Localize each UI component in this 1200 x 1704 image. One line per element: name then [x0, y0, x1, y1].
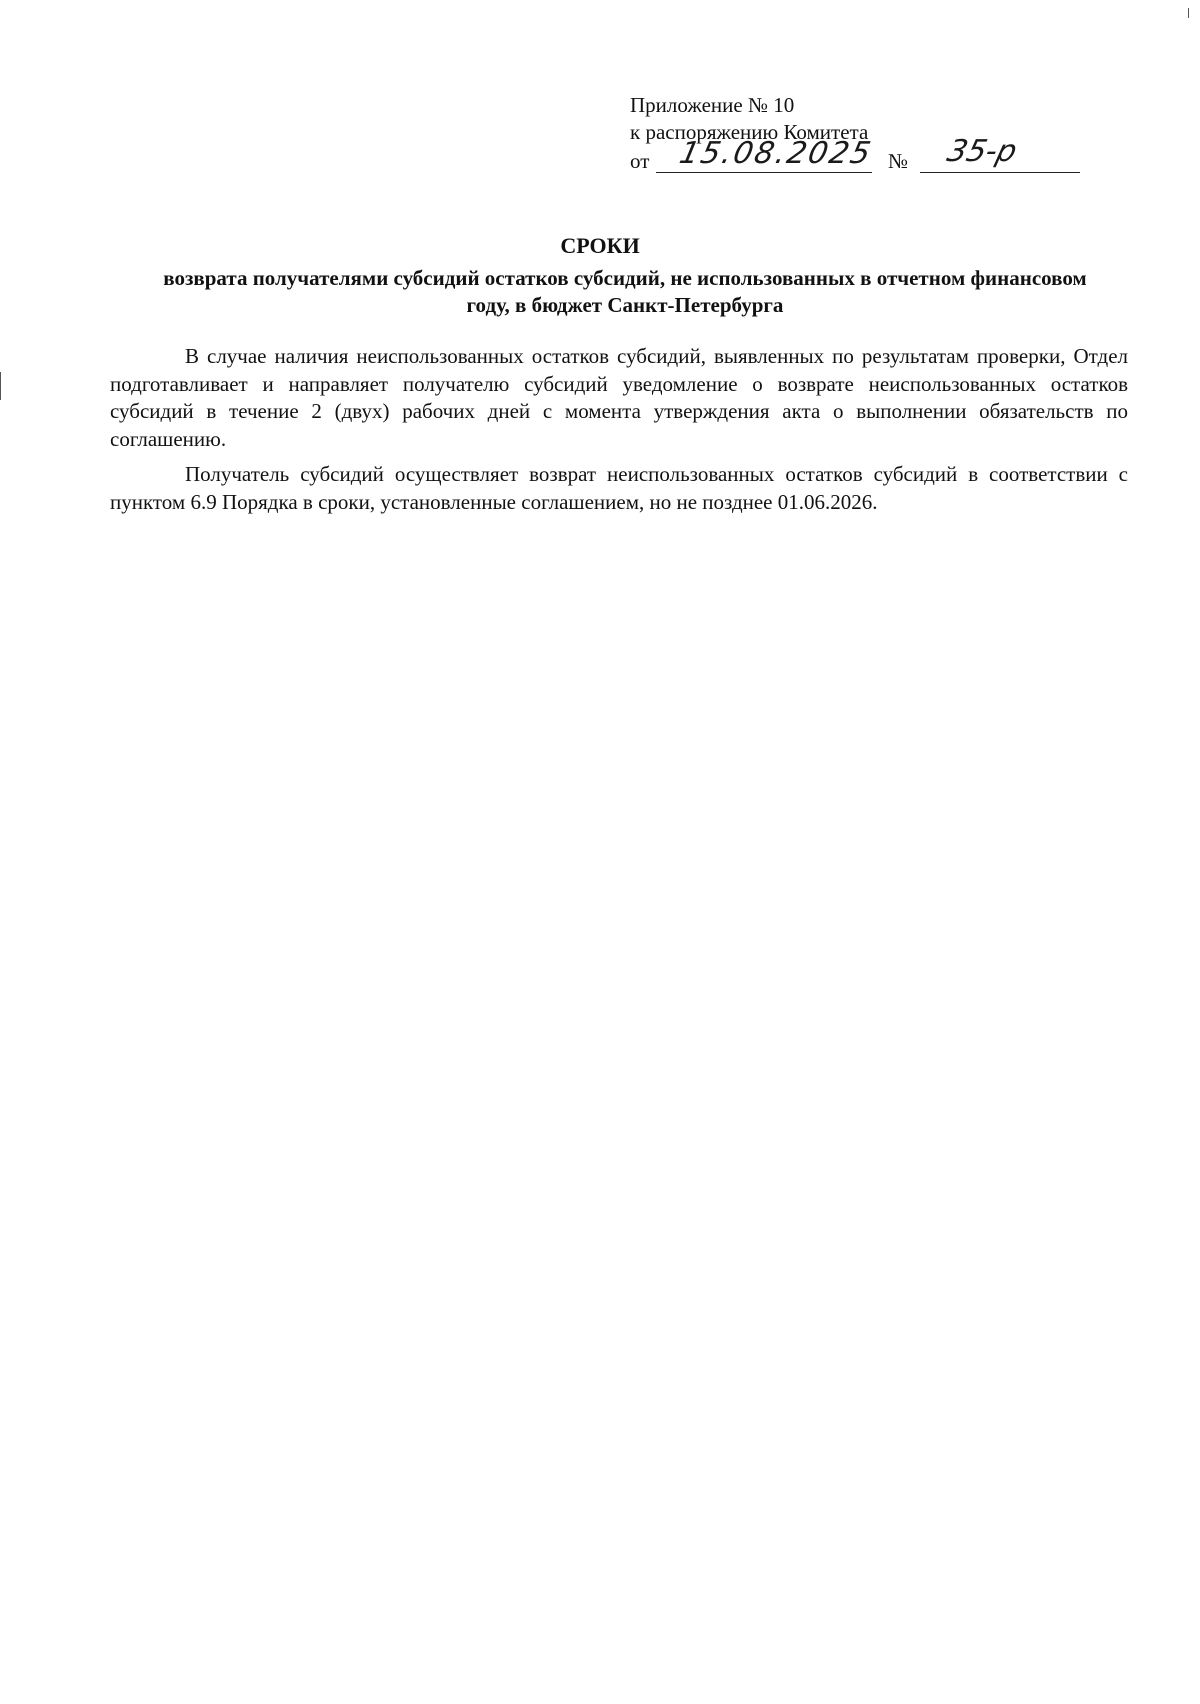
document-body: [110, 343, 1128, 524]
from-label: от: [630, 149, 650, 173]
paragraph: Получатель субсидий осуществляет возврат неиспользованных остатков субсидий в соответствии с пунктом 6.9 Порядка в сроки, установленные соглашением, но не позднее 01.06.2026.: [110, 462, 1128, 514]
scan-artifact: [0, 372, 1, 400]
date-underline: [656, 172, 872, 173]
paragraph: В случае наличия неиспользованных остатков субсидий, выявленных по результатам проверки, Отдел подготавливает и направляет получателю субсидий уведомление о возврате неиспользованных остатков субсидий в течение 2 (двух) рабочих дней с момента утверждения акта о выполнении обязательств по соглашению.: [110, 344, 1128, 451]
appendix-order-line: к распоряжению Комитета: [630, 120, 869, 144]
number-underline: [920, 172, 1080, 173]
number-label: №: [888, 149, 909, 173]
scan-artifact: [1188, 8, 1189, 18]
handwritten-date: 15.08.2025: [676, 136, 876, 171]
date-number-row: [630, 134, 1090, 178]
appendix-number-line: Приложение № 10: [630, 93, 795, 117]
handwritten-number: 35-р: [943, 134, 1021, 169]
document-subtitle: возврата получателями субсидий остатков субсидий, не использованных в отчетном финансовом году, в бюджет Санкт-Петербурга: [163, 266, 1087, 317]
appendix-header: [630, 92, 1090, 178]
document-title: СРОКИ: [560, 233, 640, 258]
